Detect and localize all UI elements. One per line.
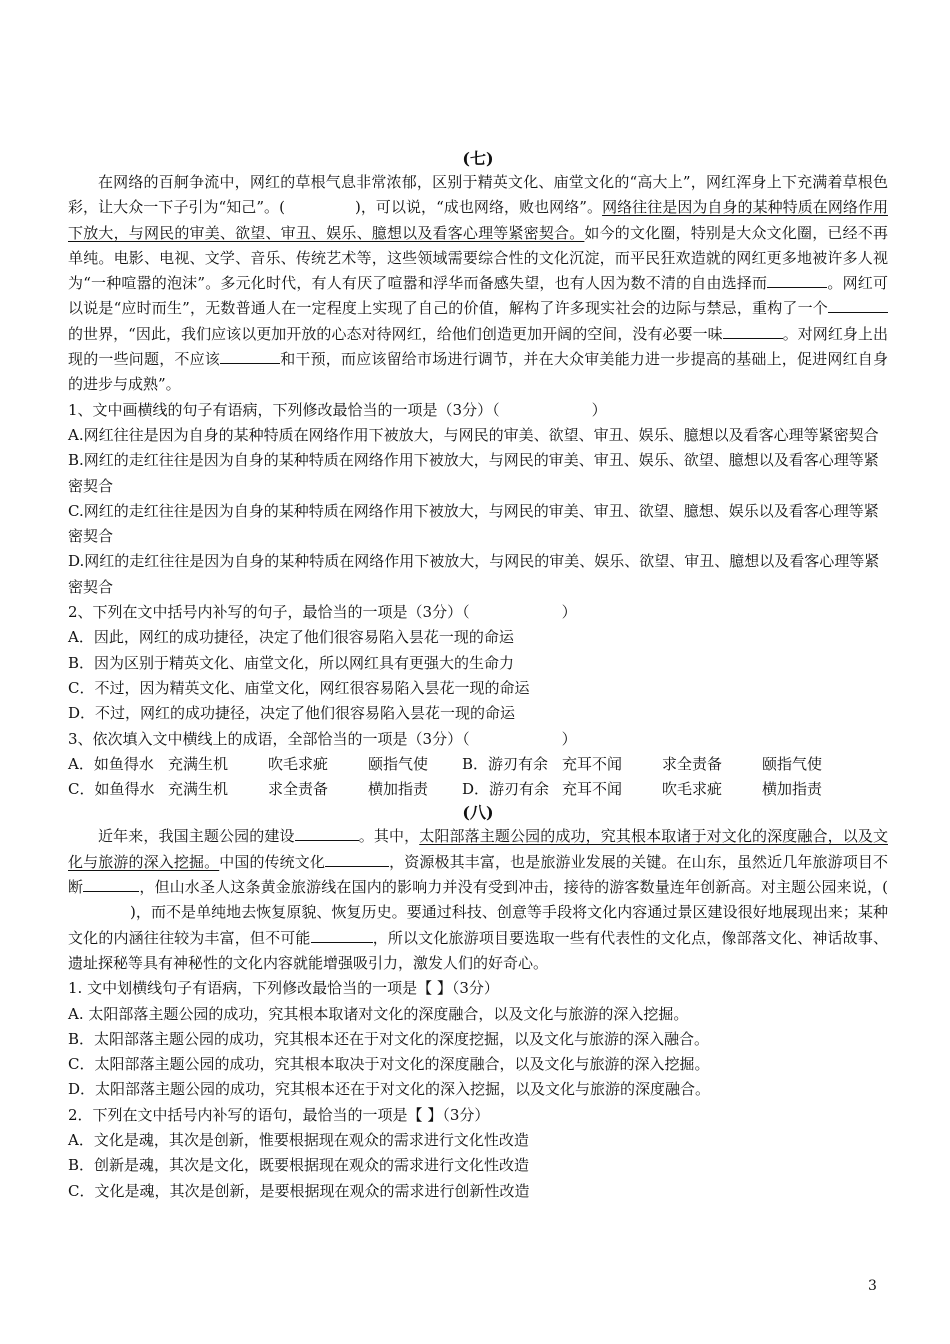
question-7-3 <box>68 727 888 752</box>
option-7-1-c: C.网红的走红往往是因为自身的某种特质在网络作用下被放大，与网民的审美、审丑、欲望、臆想、娱乐以及看客心理等紧密契合 <box>68 501 879 546</box>
fill-blank <box>325 851 389 867</box>
option-cell: D．游刃有余 <box>462 780 550 799</box>
page-number: 3 <box>868 1278 877 1294</box>
option-cell: 颐指气使 <box>762 754 823 773</box>
fill-blank <box>767 272 827 288</box>
option-8-1-a: A. 太阳部落主题公园的成功，究其根本取诸对文化的深度融合，以及文化与旅游的深入挖掘。 <box>68 1004 689 1023</box>
option-7-1-a: A.网红往往是因为自身的某种特质在网络作用下被放大，与网民的审美、欲望、审丑、娱乐、臆想以及看客心理等紧密契合 <box>68 425 879 444</box>
option-cell: 求全责备 <box>662 754 723 773</box>
option-cell: 吹毛求疵 <box>268 754 329 773</box>
option-8-2-a: A．文化是魂，其次是创新，惟要根据现在观众的需求进行文化性改造 <box>68 1130 529 1149</box>
question-8-1: 1. 文中划横线句子有语病，下列修改最恰当的一项是【 】（3分） <box>68 979 499 998</box>
section-heading-8: (八) <box>462 803 494 823</box>
underlined-sentence: 网络往往是因为自身的某种特质在网络作用下放大，与网民的审美、欲望、审丑、娱乐、臆想以及看客心理等紧密契合。 <box>68 198 888 242</box>
fill-blank <box>220 348 280 364</box>
option-cell: 充耳不闻 <box>562 780 623 799</box>
page-content <box>68 148 888 1204</box>
option-7-2-b: B．因为区别于精英文化、庙堂文化，所以网红具有更强大的生命力 <box>68 653 515 672</box>
option-7-1-d: D.网红的走红往往是因为自身的某种特质在网络作用下被放大，与网民的审美、娱乐、欲望、审丑、臆想以及看客心理等紧密契合 <box>68 552 880 596</box>
fill-blank <box>723 323 783 339</box>
question-text: ） <box>561 729 577 748</box>
option-cell: B．游刃有余 <box>462 754 549 773</box>
option-cell: 吹毛求疵 <box>662 780 723 799</box>
option-8-1-c: C．太阳部落主题公园的成功，究其根本取决于对文化的深度融合，以及文化与旅游的深入挖掘。 <box>68 1055 710 1074</box>
option-row-7-3-cd <box>68 777 888 802</box>
passage-8 <box>68 824 888 976</box>
question-text: ） <box>561 603 577 622</box>
passage-text: 如今的文化圈，特别是大众文化圈，已经不再单纯。电影、电视、文学、音乐、传统艺术等，这些领域需要综合性的文化沉淀，而平民狂欢造就的网红更多地被许多人视为“一种喧嚣的泡沫”。多元化时代，有人有厌了喧嚣和浮华而备感失望，也有人因为数不清的自由选择而 <box>68 223 888 293</box>
option-8-2-c: C．文化是魂，其次是创新，是要根据现在观众的需求进行创新性改造 <box>68 1181 530 1200</box>
fill-blank <box>295 825 359 841</box>
option-row-7-3-ab <box>68 752 888 777</box>
passage-text: 近年来，我国主题公园的建设 <box>98 827 295 846</box>
option-cell: C．如鱼得水 <box>68 780 155 799</box>
option-8-2-b: B．创新是魂，其次是文化，既要根据现在观众的需求进行文化性改造 <box>68 1156 530 1175</box>
passage-7 <box>68 170 888 398</box>
option-7-2-a: A．因此，网红的成功捷径，决定了他们很容易陷入昙花一现的命运 <box>68 628 514 647</box>
option-cell: A．如鱼得水 <box>68 754 154 773</box>
passage-text: )，而不是单纯地去恢复原貌、恢复历史。要通过科技、创意等手段将文化内容通过景区建设很好地展现出来；某种文化的内涵往往较为丰富，但不可能 <box>68 903 888 947</box>
underlined-sentence: 太阳部落主题公园的成功，究其根本取诸于对文化的深度融合，以及文化与旅游的深入挖掘。 <box>68 827 888 871</box>
section-heading-7: (七) <box>462 149 494 168</box>
question-text: ） <box>591 400 607 419</box>
fill-blank <box>311 927 373 943</box>
option-8-1-d: D．太阳部落主题公园的成功，究其根本还在于对文化的深入挖掘，以及文化与旅游的深度融合。 <box>68 1080 711 1099</box>
option-cell: 充满生机 <box>168 754 229 773</box>
passage-text: ，资源极其丰富，也是旅游业发展的关键。在山东，虽然近几年旅游项目不断 <box>68 852 888 897</box>
passage-text: 在网络的百舸争流中，网红的草根气息非常浓郁，区别于精英文化、庙堂文化的“高大上”，网红浑身上下充满着草根色彩，让大众一下子引为“知己”。( <box>68 173 888 217</box>
question-text: 1、文中画横线的句子有语病，下列修改最恰当的一项是（3分）（ <box>68 400 500 419</box>
passage-text: 。对网红身上出现的一些问题，不应该 <box>68 324 888 369</box>
passage-text: ，所以文化旅游项目要选取一些有代表性的文化点，像部落文化、神话故事、遗址探秘等具有神秘性的文化内容就能增强吸引力，激发人们的好奇心。 <box>68 928 888 972</box>
passage-text: 的世界，“因此，我们应该以更加开放的心态对待网红，给他们创造更加开阔的空间，没有必要一味 <box>68 324 723 343</box>
option-8-1-b: B．太阳部落主题公园的成功，究其根本还在于对文化的深度挖掘，以及文化与旅游的深入融合。 <box>68 1029 710 1048</box>
question-7-2 <box>68 600 888 625</box>
passage-text: 和干预，而应该留给市场进行调节，并在大众审美能力进一步提高的基础上，促进网红自身的进步与成熟”。 <box>68 350 888 394</box>
option-cell: 横加指责 <box>762 780 823 799</box>
passage-text: )，可以说，“成也网络，败也网络”。 <box>354 198 603 217</box>
option-cell: 充耳不闻 <box>562 754 623 773</box>
option-7-1-b: B.网红的走红往往是因为自身的某种特质在网络作用下被放大，与网民的审美、审丑、娱乐、欲望、臆想以及看客心理等紧密契合 <box>68 451 879 495</box>
question-text: 3、依次填入文中横线上的成语，全部恰当的一项是（3分）（ <box>68 729 470 748</box>
option-7-2-d: D．不过，网红的成功捷径，决定了他们很容易陷入昙花一现的命运 <box>68 704 516 723</box>
option-cell: 充满生机 <box>168 780 229 799</box>
option-cell: 颐指气使 <box>368 754 429 773</box>
passage-text: ，但山水圣人这条黄金旅游线在国内的影响力并没有受到冲击，接待的游客数量连年创新高。对主题公园来说，( <box>139 878 888 897</box>
question-8-2: 2．下列在文中括号内补写的语句，最恰当的一项是【 】（3分） <box>68 1105 490 1124</box>
option-cell: 横加指责 <box>368 780 429 799</box>
question-7-1 <box>68 398 888 423</box>
option-cell: 求全责备 <box>268 780 329 799</box>
fill-blank <box>828 297 888 313</box>
passage-text: 中国的传统文化 <box>219 852 326 871</box>
passage-text: 。其中， <box>358 827 420 846</box>
question-text: 2、下列在文中括号内补写的句子，最恰当的一项是（3分）（ <box>68 603 470 622</box>
passage-text: 。网红可以说是“应时而生”，无数普通人在一定程度上实现了自己的价值，解构了许多现实社会的边际与禁忌，重构了一个 <box>68 274 888 318</box>
option-7-2-c: C．不过，因为精英文化、庙堂文化，网红很容易陷入昙花一现的命运 <box>68 678 530 697</box>
fill-blank <box>83 876 139 892</box>
